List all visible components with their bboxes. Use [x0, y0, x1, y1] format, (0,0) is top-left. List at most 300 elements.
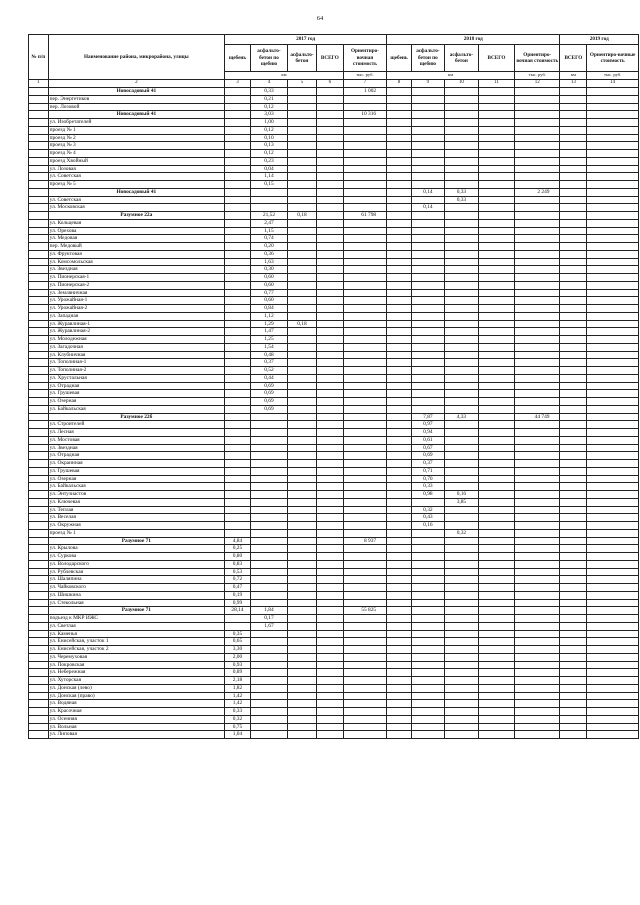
value-cell-col-9: [411, 227, 444, 235]
value-cell-col-12: [515, 165, 560, 173]
value-cell-col-8: [387, 653, 412, 661]
table-row: [29, 165, 639, 173]
value-cell-col-1: [29, 359, 49, 367]
value-cell-col-8: [387, 622, 412, 630]
value-cell-col-6: [316, 119, 343, 127]
value-cell-col-4: 1,84: [250, 607, 287, 615]
value-cell-col-11: [478, 638, 514, 646]
value-cell-col-6: [316, 591, 343, 599]
value-cell-col-8: [387, 134, 412, 142]
header-cost-2018: Ориентиро-вочная стоимость: [515, 45, 560, 72]
value-cell-col-12: [515, 390, 560, 398]
value-cell-col-3: 0,75: [225, 723, 251, 731]
value-cell-col-3: 0,65: [225, 638, 251, 646]
street-name-cell: ул. Небережная: [48, 669, 224, 677]
value-cell-col-11: [478, 483, 514, 491]
value-cell-col-14: [587, 382, 639, 390]
value-cell-col-4: [250, 653, 287, 661]
value-cell-col-1: [29, 653, 49, 661]
table-row: [29, 700, 639, 708]
column-number: 2: [48, 79, 224, 88]
value-cell-col-8: [387, 320, 412, 328]
street-name-cell: проезд № 3: [48, 142, 224, 150]
value-cell-col-11: [478, 723, 514, 731]
value-cell-col-8: [387, 607, 412, 615]
value-cell-col-3: [225, 405, 251, 413]
value-cell-col-13: [560, 367, 587, 375]
table-row: [29, 289, 639, 297]
value-cell-col-6: [316, 243, 343, 251]
section-row: [29, 111, 639, 119]
value-cell-col-1: [29, 382, 49, 390]
table-row: [29, 622, 639, 630]
value-cell-col-3: [225, 312, 251, 320]
value-cell-col-6: [316, 622, 343, 630]
value-cell-col-12: [515, 421, 560, 429]
value-cell-col-7: [343, 599, 386, 607]
street-name-cell: ул. Красочная: [48, 708, 224, 716]
header-gravel-2017: щебень: [225, 45, 251, 72]
value-cell-col-8: [387, 227, 412, 235]
value-cell-col-10: [444, 421, 478, 429]
value-cell-col-13: [560, 491, 587, 499]
value-cell-col-13: [560, 95, 587, 103]
value-cell-col-14: [587, 181, 639, 189]
street-name-cell: ул. Донская (лево): [48, 684, 224, 692]
road-works-table: [28, 34, 639, 739]
table-row: [29, 522, 639, 530]
value-cell-col-7: [343, 708, 386, 716]
street-name-cell: ул. Молодежная: [48, 336, 224, 344]
value-cell-col-11: [478, 274, 514, 282]
value-cell-col-10: 0,16: [444, 491, 478, 499]
value-cell-col-8: [387, 723, 412, 731]
street-name-cell: ул. Озерная: [48, 475, 224, 483]
value-cell-col-4: 1,54: [250, 343, 287, 351]
value-cell-col-11: [478, 359, 514, 367]
value-cell-col-3: [225, 305, 251, 313]
street-name-cell: ул. Журавлиная-2: [48, 328, 224, 336]
street-name-cell: Разумное 22б: [48, 413, 224, 421]
value-cell-col-8: [387, 305, 412, 313]
value-cell-col-9: [411, 165, 444, 173]
value-cell-col-4: [250, 444, 287, 452]
value-cell-col-4: 0,69: [250, 405, 287, 413]
value-cell-col-14: [587, 289, 639, 297]
value-cell-col-14: [587, 351, 639, 359]
value-cell-col-6: [316, 599, 343, 607]
value-cell-col-3: 1,42: [225, 700, 251, 708]
value-cell-col-12: [515, 243, 560, 251]
value-cell-col-3: [225, 250, 251, 258]
value-cell-col-13: [560, 436, 587, 444]
value-cell-col-11: [478, 436, 514, 444]
table-row: [29, 436, 639, 444]
value-cell-col-9: [411, 646, 444, 654]
header-gravel-2018: щебень: [387, 45, 412, 72]
value-cell-col-6: [316, 677, 343, 685]
street-name-cell: Новосадовый 41: [48, 188, 224, 196]
value-cell-col-4: [250, 545, 287, 553]
value-cell-col-5: [288, 258, 317, 266]
value-cell-col-4: [250, 537, 287, 545]
street-name-cell: ул. Осенняя: [48, 715, 224, 723]
value-cell-col-11: [478, 506, 514, 514]
value-cell-col-1: [29, 715, 49, 723]
value-cell-col-11: [478, 467, 514, 475]
value-cell-col-13: [560, 615, 587, 623]
value-cell-col-7: [343, 150, 386, 158]
value-cell-col-14: [587, 119, 639, 127]
value-cell-col-14: [587, 305, 639, 313]
value-cell-col-6: [316, 483, 343, 491]
value-cell-col-9: 7,87: [411, 413, 444, 421]
value-cell-col-9: 0,33: [411, 483, 444, 491]
value-cell-col-1: [29, 708, 49, 716]
value-cell-col-3: 1,04: [225, 731, 251, 739]
value-cell-col-1: [29, 150, 49, 158]
value-cell-col-14: [587, 165, 639, 173]
value-cell-col-3: [225, 483, 251, 491]
value-cell-col-14: [587, 677, 639, 685]
value-cell-col-1: [29, 320, 49, 328]
value-cell-col-11: [478, 320, 514, 328]
value-cell-col-4: 0,12: [250, 103, 287, 111]
value-cell-col-14: [587, 653, 639, 661]
value-cell-col-14: [587, 436, 639, 444]
value-cell-col-13: [560, 708, 587, 716]
value-cell-col-11: [478, 599, 514, 607]
value-cell-col-6: [316, 374, 343, 382]
value-cell-col-12: [515, 436, 560, 444]
value-cell-col-14: [587, 196, 639, 204]
table-row: [29, 669, 639, 677]
value-cell-col-14: [587, 390, 639, 398]
value-cell-col-7: [343, 615, 386, 623]
value-cell-col-6: [316, 289, 343, 297]
value-cell-col-13: [560, 630, 587, 638]
value-cell-col-11: [478, 529, 514, 537]
value-cell-col-12: [515, 591, 560, 599]
value-cell-col-5: [288, 188, 317, 196]
value-cell-col-4: 0,12: [250, 126, 287, 134]
value-cell-col-9: [411, 700, 444, 708]
value-cell-col-1: [29, 537, 49, 545]
value-cell-col-10: [444, 537, 478, 545]
value-cell-col-12: [515, 498, 560, 506]
value-cell-col-5: [288, 181, 317, 189]
value-cell-col-6: [316, 359, 343, 367]
value-cell-col-5: [288, 467, 317, 475]
value-cell-col-9: [411, 212, 444, 220]
value-cell-col-3: [225, 188, 251, 196]
value-cell-col-1: [29, 475, 49, 483]
table-row: [29, 343, 639, 351]
value-cell-col-9: 0,69: [411, 452, 444, 460]
value-cell-col-1: [29, 204, 49, 212]
value-cell-col-11: [478, 382, 514, 390]
value-cell-col-3: [225, 514, 251, 522]
value-cell-col-12: [515, 374, 560, 382]
value-cell-col-9: [411, 622, 444, 630]
value-cell-col-7: [343, 692, 386, 700]
value-cell-col-13: [560, 661, 587, 669]
value-cell-col-9: [411, 219, 444, 227]
table-row: [29, 142, 639, 150]
value-cell-col-9: [411, 173, 444, 181]
value-cell-col-8: [387, 568, 412, 576]
value-cell-col-14: [587, 320, 639, 328]
value-cell-col-1: [29, 529, 49, 537]
value-cell-col-11: [478, 142, 514, 150]
value-cell-col-4: 1,29: [250, 320, 287, 328]
value-cell-col-3: [225, 398, 251, 406]
value-cell-col-10: [444, 591, 478, 599]
page-number: 64: [316, 15, 324, 22]
value-cell-col-13: [560, 126, 587, 134]
value-cell-col-6: [316, 723, 343, 731]
value-cell-col-9: [411, 731, 444, 739]
value-cell-col-1: [29, 429, 49, 437]
value-cell-col-10: [444, 181, 478, 189]
value-cell-col-6: [316, 646, 343, 654]
table-row: [29, 95, 639, 103]
value-cell-col-4: 0,69: [250, 398, 287, 406]
value-cell-col-7: 10 316: [343, 111, 386, 119]
value-cell-col-5: [288, 289, 317, 297]
value-cell-col-11: [478, 150, 514, 158]
value-cell-col-6: [316, 181, 343, 189]
value-cell-col-10: 0,33: [444, 188, 478, 196]
value-cell-col-8: [387, 545, 412, 553]
value-cell-col-4: [250, 553, 287, 561]
street-name-cell: ул. Изобретателей: [48, 119, 224, 127]
value-cell-col-9: [411, 126, 444, 134]
value-cell-col-9: [411, 88, 444, 96]
value-cell-col-13: [560, 204, 587, 212]
value-cell-col-9: [411, 599, 444, 607]
value-cell-col-8: [387, 88, 412, 96]
value-cell-col-14: [587, 142, 639, 150]
street-name-cell: ул. Теплая: [48, 506, 224, 514]
value-cell-col-8: [387, 297, 412, 305]
value-cell-col-10: [444, 119, 478, 127]
value-cell-col-10: [444, 212, 478, 220]
value-cell-col-13: [560, 475, 587, 483]
value-cell-col-12: [515, 514, 560, 522]
street-name-cell: ул. Шишкина: [48, 591, 224, 599]
value-cell-col-6: [316, 460, 343, 468]
value-cell-col-10: [444, 95, 478, 103]
value-cell-col-14: [587, 568, 639, 576]
value-cell-col-3: [225, 429, 251, 437]
value-cell-col-9: [411, 119, 444, 127]
value-cell-col-1: [29, 615, 49, 623]
header-unit-km-2019: км: [560, 72, 587, 80]
value-cell-col-13: [560, 281, 587, 289]
street-name-cell: ул. Кольцевая: [48, 219, 224, 227]
street-name-cell: подъезд к МКР ИЖС: [48, 615, 224, 623]
value-cell-col-4: [250, 630, 287, 638]
value-cell-col-13: [560, 444, 587, 452]
value-cell-col-14: [587, 227, 639, 235]
value-cell-col-3: [225, 382, 251, 390]
value-cell-col-8: [387, 615, 412, 623]
value-cell-col-12: [515, 119, 560, 127]
table-row: [29, 514, 639, 522]
table-row: [29, 421, 639, 429]
value-cell-col-6: [316, 498, 343, 506]
value-cell-col-1: [29, 343, 49, 351]
value-cell-col-12: [515, 343, 560, 351]
value-cell-col-6: [316, 731, 343, 739]
value-cell-col-10: [444, 351, 478, 359]
value-cell-col-11: [478, 157, 514, 165]
value-cell-col-7: [343, 514, 386, 522]
value-cell-col-14: [587, 545, 639, 553]
table-row: [29, 405, 639, 413]
value-cell-col-14: [587, 281, 639, 289]
value-cell-col-7: [343, 529, 386, 537]
value-cell-col-11: [478, 134, 514, 142]
value-cell-col-9: [411, 274, 444, 282]
table-row: [29, 491, 639, 499]
value-cell-col-6: [316, 436, 343, 444]
value-cell-col-3: 0,72: [225, 576, 251, 584]
value-cell-col-1: [29, 731, 49, 739]
value-cell-col-10: [444, 266, 478, 274]
value-cell-col-5: [288, 607, 317, 615]
value-cell-col-9: [411, 328, 444, 336]
value-cell-col-13: [560, 677, 587, 685]
value-cell-col-1: [29, 274, 49, 282]
value-cell-col-5: [288, 111, 317, 119]
value-cell-col-5: [288, 374, 317, 382]
value-cell-col-9: [411, 250, 444, 258]
value-cell-col-1: [29, 95, 49, 103]
value-cell-col-5: [288, 219, 317, 227]
value-cell-col-13: [560, 460, 587, 468]
value-cell-col-8: [387, 646, 412, 654]
value-cell-col-4: 1,67: [250, 622, 287, 630]
street-name-cell: Разумное 71: [48, 607, 224, 615]
value-cell-col-9: [411, 258, 444, 266]
street-name-cell: ул. Грушевая: [48, 390, 224, 398]
table-row: [29, 591, 639, 599]
value-cell-col-11: [478, 181, 514, 189]
value-cell-col-1: [29, 444, 49, 452]
value-cell-col-10: [444, 715, 478, 723]
value-cell-col-14: [587, 126, 639, 134]
value-cell-col-13: [560, 591, 587, 599]
value-cell-col-1: [29, 576, 49, 584]
value-cell-col-5: [288, 615, 317, 623]
header-unit-rub-2017: тыс. руб.: [343, 72, 386, 80]
value-cell-col-6: [316, 522, 343, 530]
value-cell-col-13: [560, 467, 587, 475]
value-cell-col-14: [587, 483, 639, 491]
value-cell-col-8: [387, 111, 412, 119]
value-cell-col-9: [411, 305, 444, 313]
value-cell-col-1: [29, 514, 49, 522]
value-cell-col-14: [587, 467, 639, 475]
value-cell-col-4: 0,84: [250, 305, 287, 313]
value-cell-col-4: [250, 498, 287, 506]
value-cell-col-4: 0,36: [250, 250, 287, 258]
value-cell-col-11: [478, 374, 514, 382]
value-cell-col-11: [478, 661, 514, 669]
table-row: [29, 599, 639, 607]
value-cell-col-7: [343, 343, 386, 351]
value-cell-col-4: 0,69: [250, 390, 287, 398]
value-cell-col-10: 0,33: [444, 196, 478, 204]
value-cell-col-1: [29, 243, 49, 251]
value-cell-col-10: [444, 142, 478, 150]
value-cell-col-4: 0,21: [250, 95, 287, 103]
value-cell-col-6: [316, 126, 343, 134]
value-cell-col-4: [250, 413, 287, 421]
value-cell-col-6: [316, 328, 343, 336]
street-name-cell: пер. Энергетиков: [48, 95, 224, 103]
value-cell-col-14: [587, 173, 639, 181]
value-cell-col-3: [225, 258, 251, 266]
value-cell-col-9: 0,61: [411, 436, 444, 444]
value-cell-col-5: [288, 491, 317, 499]
value-cell-col-5: [288, 444, 317, 452]
table-row: [29, 150, 639, 158]
value-cell-col-3: 0,35: [225, 630, 251, 638]
street-name-cell: ул. Рублевская: [48, 568, 224, 576]
value-cell-col-14: [587, 646, 639, 654]
value-cell-col-7: [343, 165, 386, 173]
value-cell-col-10: [444, 398, 478, 406]
value-cell-col-7: [343, 157, 386, 165]
value-cell-col-7: [343, 328, 386, 336]
table-row: [29, 134, 639, 142]
value-cell-col-7: [343, 196, 386, 204]
value-cell-col-1: [29, 219, 49, 227]
value-cell-col-9: [411, 150, 444, 158]
street-name-cell: Разумное 22а: [48, 212, 224, 220]
header-year-2018: 2018 год: [387, 35, 560, 45]
value-cell-col-9: 0,67: [411, 444, 444, 452]
value-cell-col-11: [478, 111, 514, 119]
value-cell-col-10: [444, 599, 478, 607]
street-name-cell: ул. Липовая: [48, 731, 224, 739]
value-cell-col-8: [387, 173, 412, 181]
table-row: [29, 646, 639, 654]
street-name-cell: ул. Московская: [48, 204, 224, 212]
value-cell-col-1: [29, 460, 49, 468]
value-cell-col-12: [515, 134, 560, 142]
value-cell-col-3: [225, 227, 251, 235]
value-cell-col-3: 1,82: [225, 684, 251, 692]
value-cell-col-3: [225, 281, 251, 289]
value-cell-col-12: [515, 196, 560, 204]
table-row: [29, 715, 639, 723]
value-cell-col-3: [225, 359, 251, 367]
value-cell-col-11: [478, 328, 514, 336]
value-cell-col-5: [288, 274, 317, 282]
value-cell-col-12: [515, 692, 560, 700]
value-cell-col-8: [387, 367, 412, 375]
value-cell-col-12: [515, 212, 560, 220]
value-cell-col-8: [387, 413, 412, 421]
value-cell-col-10: [444, 258, 478, 266]
value-cell-col-11: [478, 653, 514, 661]
value-cell-col-4: 0,10: [250, 134, 287, 142]
value-cell-col-1: [29, 289, 49, 297]
